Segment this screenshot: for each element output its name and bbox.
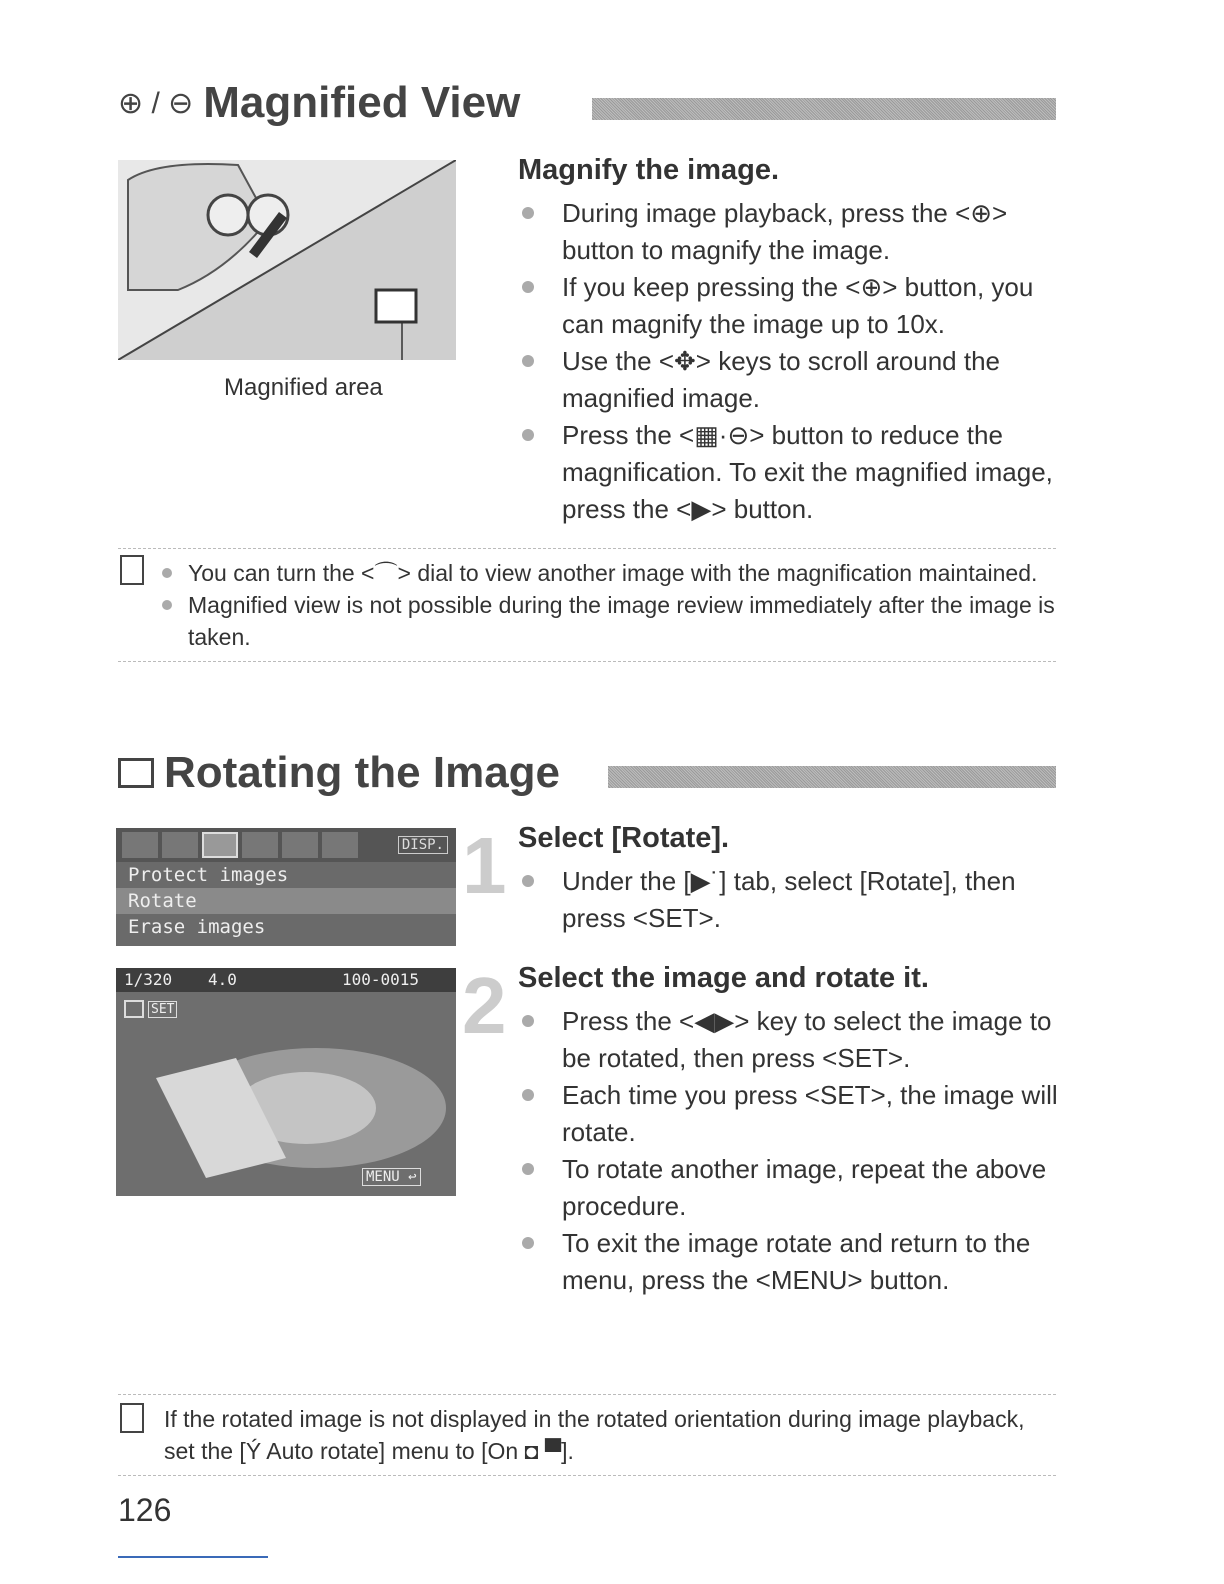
menu-item-rotate: Rotate	[116, 888, 456, 914]
step1	[518, 822, 1063, 937]
menu-screen	[116, 828, 456, 946]
list-item: To rotate another image, repeat the above procedure.	[518, 1151, 1063, 1225]
magnify-notes	[118, 557, 1056, 653]
menu-item-erase-images: Erase images	[128, 916, 266, 938]
magnify-icon: ⊕ / ⊖	[118, 86, 194, 120]
magnify-bullets	[518, 195, 1063, 528]
magnify-instructions	[518, 154, 1063, 528]
step1-bullets	[518, 863, 1063, 937]
step-number-1: 1	[462, 821, 507, 910]
menu-item-protect-images: Protect images	[128, 864, 289, 886]
set-label: SET	[148, 1001, 177, 1018]
section1-title-text: Magnified View	[203, 78, 521, 127]
photo-screen	[116, 968, 456, 1196]
rotate-set-indicator	[124, 1000, 177, 1018]
list-item: Magnified view is not possible during the image review immediately after the image is taken.	[118, 589, 1056, 653]
rotate-note-box	[118, 1394, 1056, 1476]
page-number: 126	[118, 1492, 172, 1528]
section2-title-bar	[608, 766, 1056, 788]
step-number-2: 2	[462, 961, 507, 1050]
menu-return-label: MENU ↩	[362, 1168, 421, 1186]
tab-icon	[322, 832, 358, 858]
list-item: During image playback, press the <⊕> button to magnify the image.	[518, 195, 1063, 269]
tab-icon	[162, 832, 198, 858]
step2-heading: Select the image and rotate it.	[518, 962, 929, 994]
list-item: Press the <◀▶> key to select the image to be rotated, then press <SET>.	[518, 1003, 1063, 1077]
section2-title	[118, 748, 560, 798]
file-number: 100-0015	[342, 970, 420, 989]
shutter-speed: 1/320	[124, 970, 173, 989]
rotate-note-text: If the rotated image is not displayed in the rotated orientation during image playback, set the [Ý Auto rotate] menu to [On ◘ ▀].	[164, 1406, 1025, 1464]
list-item: If you keep pressing the <⊕> button, you can magnify the image up to 10x.	[518, 269, 1063, 343]
list-item: Under the [▶˙] tab, select [Rotate], then press <SET>.	[518, 863, 1063, 937]
section1-title-bar	[592, 98, 1056, 120]
menu-tab-bar	[116, 828, 456, 862]
list-item: You can turn the <⌒> dial to view another image with the magnification maintained.	[118, 557, 1056, 589]
tab-icon	[122, 832, 158, 858]
magnify-heading: Magnify the image.	[518, 154, 780, 186]
step1-heading: Select [Rotate].	[518, 822, 730, 854]
note-icon	[120, 1403, 144, 1433]
rotate-icon	[124, 1000, 144, 1018]
magnified-area-caption: Magnified area	[224, 374, 383, 401]
list-item: Each time you press <SET>, the image will rotate.	[518, 1077, 1063, 1151]
step2-bullets	[518, 1003, 1063, 1299]
tab-icon	[242, 832, 278, 858]
section2-title-text: Rotating the Image	[164, 748, 561, 797]
list-item: Press the <▦·⊖> button to reduce the magnification. To exit the magnified image, press the <▶> button.	[518, 417, 1063, 528]
tab-icon	[282, 832, 318, 858]
disp-label: DISP.	[398, 836, 448, 854]
section1-title	[118, 78, 520, 128]
playback-tab-icon	[202, 832, 238, 858]
aperture: 4.0	[208, 970, 237, 989]
list-item: Use the <✥> keys to scroll around the magnified image.	[518, 343, 1063, 417]
step2	[518, 962, 1063, 1299]
footer-rule	[118, 1556, 268, 1558]
list-item: To exit the image rotate and return to the menu, press the <MENU> button.	[518, 1225, 1063, 1299]
camera-illustration	[118, 160, 456, 360]
rotate-icon	[118, 758, 154, 788]
magnify-note-box	[118, 548, 1056, 662]
